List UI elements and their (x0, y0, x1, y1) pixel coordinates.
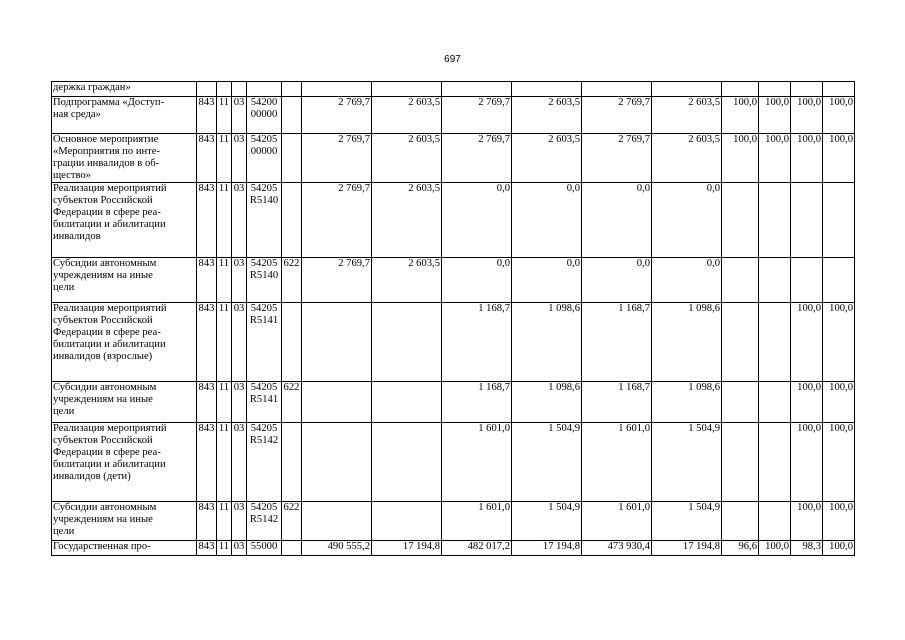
row-name-line: билитации и абилитации (53, 459, 166, 470)
admin-code-cell: 843 (197, 382, 217, 423)
percent-cell (722, 258, 759, 303)
amount-cell (582, 82, 652, 97)
row-name-cell (52, 303, 197, 382)
admin-code-cell: 843 (197, 502, 217, 541)
expense-type-cell (282, 82, 302, 97)
amount-cell: 17 194,8 (372, 541, 442, 556)
row-name-line: Реализация мероприятий (53, 303, 167, 314)
amount-cell: 2 603,5 (652, 97, 722, 134)
row-name-line: субъектов Российской (53, 195, 153, 206)
row-name-line: учреждениям на иные (53, 394, 153, 405)
target-article-cell (247, 303, 282, 382)
target-article-cell (247, 541, 282, 556)
amount-cell: 1 504,9 (652, 423, 722, 502)
row-name-cell (52, 97, 197, 134)
amount-cell: 0,0 (512, 258, 582, 303)
target-article-line: 54205 (250, 134, 278, 145)
amount-cell: 2 603,5 (512, 97, 582, 134)
amount-cell: 1 168,7 (582, 382, 652, 423)
target-article-cell (247, 183, 282, 258)
amount-cell (302, 382, 372, 423)
target-article-line: 54205 (250, 258, 278, 269)
table-row (52, 258, 855, 303)
table-row (52, 303, 855, 382)
target-article-cell (247, 502, 282, 541)
row-name-line: Субсидии автономным (53, 382, 157, 393)
target-article-cell (247, 134, 282, 183)
amount-cell (652, 82, 722, 97)
expense-type-cell (282, 97, 302, 134)
percent-cell (759, 382, 791, 423)
percent-cell: 100,0 (791, 134, 823, 183)
amount-cell: 2 603,5 (512, 134, 582, 183)
percent-cell (759, 82, 791, 97)
subsection-code-cell: 03 (232, 183, 247, 258)
amount-cell (372, 82, 442, 97)
amount-cell: 0,0 (652, 183, 722, 258)
percent-cell: 100,0 (791, 303, 823, 382)
target-article-line: R5142 (249, 435, 279, 446)
target-article-line: R5142 (249, 514, 279, 525)
row-name-line: Реализация мероприятий (53, 423, 167, 434)
amount-cell: 1 601,0 (582, 502, 652, 541)
amount-cell: 2 769,7 (302, 134, 372, 183)
amount-cell: 0,0 (442, 183, 512, 258)
row-name-cell (52, 423, 197, 502)
amount-cell: 2 769,7 (442, 97, 512, 134)
subsection-code-cell: 03 (232, 134, 247, 183)
amount-cell: 1 601,0 (442, 502, 512, 541)
target-article-line: 54200 (250, 97, 278, 108)
row-name-line: цели (53, 282, 75, 293)
page-number: 697 (444, 54, 461, 65)
row-name-line: «Мероприятия по инте- (53, 146, 161, 157)
row-name-line: Федерации в сфере реа- (53, 207, 161, 218)
amount-cell: 1 504,9 (652, 502, 722, 541)
amount-cell: 2 769,7 (302, 97, 372, 134)
subsection-code-cell: 03 (232, 541, 247, 556)
row-name-cell (52, 258, 197, 303)
row-name-line: грации инвалидов в об- (53, 158, 160, 169)
percent-cell (823, 82, 855, 97)
admin-code-cell: 843 (197, 303, 217, 382)
budget-table (51, 81, 855, 556)
percent-cell: 100,0 (722, 97, 759, 134)
row-name-line: Федерации в сфере реа- (53, 327, 161, 338)
admin-code-cell: 843 (197, 423, 217, 502)
table-row (52, 541, 855, 556)
amount-cell: 2 603,5 (652, 134, 722, 183)
section-code-cell: 11 (217, 134, 232, 183)
row-name-line: цели (53, 526, 75, 537)
row-name-line: билитации и абилитации (53, 339, 166, 350)
target-article-line: 00000 (250, 146, 278, 157)
target-article-cell (247, 82, 282, 97)
row-name-line: субъектов Российской (53, 435, 153, 446)
amount-cell: 1 601,0 (442, 423, 512, 502)
section-code-cell: 11 (217, 502, 232, 541)
percent-cell (791, 258, 823, 303)
target-article-line: 54205 (250, 423, 278, 434)
section-code-cell: 11 (217, 183, 232, 258)
percent-cell (722, 183, 759, 258)
percent-cell (759, 303, 791, 382)
row-name-line: щество» (53, 170, 91, 181)
row-name-line: Субсидии автономным (53, 258, 157, 269)
amount-cell: 473 930,4 (582, 541, 652, 556)
row-name-cell (52, 82, 197, 97)
amount-cell: 2 603,5 (372, 183, 442, 258)
subsection-code-cell: 03 (232, 382, 247, 423)
percent-cell (823, 258, 855, 303)
percent-cell: 100,0 (823, 541, 855, 556)
percent-cell: 96,6 (722, 541, 759, 556)
percent-cell (722, 382, 759, 423)
row-name-cell (52, 183, 197, 258)
amount-cell (372, 382, 442, 423)
amount-cell: 1 098,6 (652, 382, 722, 423)
budget-table-body (52, 82, 855, 556)
row-name-cell (52, 382, 197, 423)
percent-cell: 100,0 (823, 423, 855, 502)
amount-cell: 0,0 (512, 183, 582, 258)
percent-cell: 100,0 (791, 97, 823, 134)
amount-cell: 17 194,8 (652, 541, 722, 556)
amount-cell: 1 504,9 (512, 423, 582, 502)
amount-cell: 2 769,7 (582, 134, 652, 183)
percent-cell: 100,0 (823, 134, 855, 183)
row-name-line: цели (53, 406, 75, 417)
row-name-line: ная среда» (53, 109, 101, 120)
expense-type-cell: 622 (282, 382, 302, 423)
amount-cell: 1 504,9 (512, 502, 582, 541)
row-name-line: Федерации в сфере реа- (53, 447, 161, 458)
row-name-line: Подпрограмма «Доступ- (53, 97, 165, 108)
amount-cell (302, 82, 372, 97)
row-name-line: инвалидов (дети) (53, 471, 131, 482)
target-article-line: 55000 (250, 541, 278, 552)
target-article-line: R5141 (249, 394, 279, 405)
amount-cell: 2 769,7 (442, 134, 512, 183)
row-name-cell (52, 134, 197, 183)
target-article-line: R5140 (249, 195, 279, 206)
target-article-line: R5141 (249, 315, 279, 326)
table-row (52, 82, 855, 97)
amount-cell: 1 098,6 (512, 382, 582, 423)
amount-cell (302, 423, 372, 502)
percent-cell: 100,0 (791, 502, 823, 541)
percent-cell: 98,3 (791, 541, 823, 556)
expense-type-cell: 622 (282, 502, 302, 541)
amount-cell (372, 423, 442, 502)
subsection-code-cell: 03 (232, 303, 247, 382)
admin-code-cell: 843 (197, 134, 217, 183)
percent-cell: 100,0 (823, 502, 855, 541)
percent-cell (759, 258, 791, 303)
percent-cell: 100,0 (823, 382, 855, 423)
row-name-line: Субсидии автономным (53, 502, 157, 513)
admin-code-cell (197, 82, 217, 97)
target-article-cell (247, 258, 282, 303)
table-row (52, 97, 855, 134)
table-row (52, 134, 855, 183)
expense-type-cell (282, 303, 302, 382)
amount-cell: 1 098,6 (512, 303, 582, 382)
admin-code-cell: 843 (197, 541, 217, 556)
table-row (52, 502, 855, 541)
amount-cell: 1 601,0 (582, 423, 652, 502)
percent-cell (759, 183, 791, 258)
amount-cell: 2 769,7 (302, 258, 372, 303)
row-name-cell (52, 502, 197, 541)
target-article-line: R5140 (249, 270, 279, 281)
table-row (52, 423, 855, 502)
target-article-line: 54205 (250, 502, 278, 513)
row-name-line: субъектов Российской (53, 315, 153, 326)
percent-cell: 100,0 (722, 134, 759, 183)
subsection-code-cell: 03 (232, 502, 247, 541)
amount-cell: 1 098,6 (652, 303, 722, 382)
amount-cell (372, 502, 442, 541)
amount-cell: 2 603,5 (372, 97, 442, 134)
row-name-line: инвалидов (53, 231, 101, 242)
row-name-line: Реализация мероприятий (53, 183, 167, 194)
amount-cell (442, 82, 512, 97)
percent-cell (722, 82, 759, 97)
section-code-cell: 11 (217, 423, 232, 502)
amount-cell: 0,0 (582, 258, 652, 303)
percent-cell: 100,0 (823, 97, 855, 134)
row-name-line: держка граждан» (53, 82, 131, 93)
amount-cell: 0,0 (652, 258, 722, 303)
target-article-line: 54205 (250, 382, 278, 393)
section-code-cell: 11 (217, 303, 232, 382)
percent-cell: 100,0 (791, 382, 823, 423)
target-article-line: 54205 (250, 183, 278, 194)
amount-cell (372, 303, 442, 382)
section-code-cell (217, 82, 232, 97)
amount-cell: 482 017,2 (442, 541, 512, 556)
expense-type-cell: 622 (282, 258, 302, 303)
row-name-line: инвалидов (взрослые) (53, 351, 153, 362)
section-code-cell: 11 (217, 382, 232, 423)
amount-cell: 2 769,7 (582, 97, 652, 134)
section-code-cell: 11 (217, 258, 232, 303)
row-name-line: учреждениям на иные (53, 270, 153, 281)
target-article-cell (247, 423, 282, 502)
target-article-line: 54205 (250, 303, 278, 314)
target-article-line: 00000 (250, 109, 278, 120)
amount-cell (512, 82, 582, 97)
percent-cell: 100,0 (823, 303, 855, 382)
amount-cell (302, 502, 372, 541)
percent-cell: 100,0 (759, 134, 791, 183)
percent-cell (722, 502, 759, 541)
table-row (52, 382, 855, 423)
percent-cell (759, 502, 791, 541)
amount-cell: 0,0 (442, 258, 512, 303)
percent-cell (823, 183, 855, 258)
row-name-line: билитации и абилитации (53, 219, 166, 230)
row-name-line: Государственная про- (53, 541, 151, 552)
percent-cell (791, 82, 823, 97)
section-code-cell: 11 (217, 541, 232, 556)
percent-cell: 100,0 (759, 97, 791, 134)
percent-cell (791, 183, 823, 258)
percent-cell (722, 423, 759, 502)
row-name-line: Основное мероприятие (53, 134, 159, 145)
subsection-code-cell: 03 (232, 258, 247, 303)
amount-cell: 17 194,8 (512, 541, 582, 556)
target-article-cell (247, 97, 282, 134)
section-code-cell: 11 (217, 97, 232, 134)
amount-cell: 2 769,7 (302, 183, 372, 258)
amount-cell (302, 303, 372, 382)
admin-code-cell: 843 (197, 258, 217, 303)
percent-cell: 100,0 (759, 541, 791, 556)
amount-cell: 490 555,2 (302, 541, 372, 556)
amount-cell: 1 168,7 (582, 303, 652, 382)
table-row (52, 183, 855, 258)
admin-code-cell: 843 (197, 97, 217, 134)
expense-type-cell (282, 423, 302, 502)
amount-cell: 1 168,7 (442, 382, 512, 423)
expense-type-cell (282, 183, 302, 258)
amount-cell: 1 168,7 (442, 303, 512, 382)
subsection-code-cell (232, 82, 247, 97)
amount-cell: 0,0 (582, 183, 652, 258)
amount-cell: 2 603,5 (372, 258, 442, 303)
row-name-line: учреждениям на иные (53, 514, 153, 525)
amount-cell: 2 603,5 (372, 134, 442, 183)
percent-cell: 100,0 (791, 423, 823, 502)
admin-code-cell: 843 (197, 183, 217, 258)
percent-cell (759, 423, 791, 502)
expense-type-cell (282, 134, 302, 183)
subsection-code-cell: 03 (232, 423, 247, 502)
percent-cell (722, 303, 759, 382)
row-name-cell (52, 541, 197, 556)
expense-type-cell (282, 541, 302, 556)
target-article-cell (247, 382, 282, 423)
subsection-code-cell: 03 (232, 97, 247, 134)
